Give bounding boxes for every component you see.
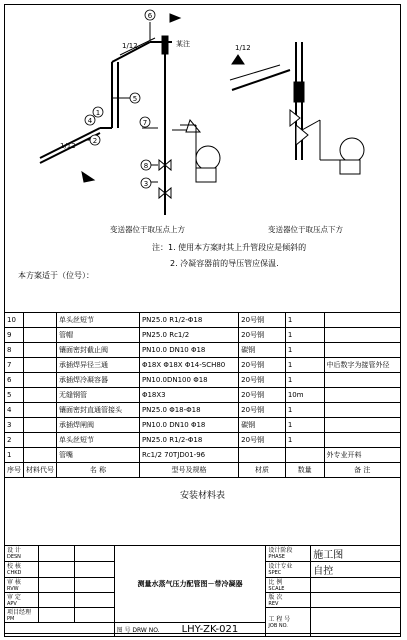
applies-to-label: 本方案适于（位号）：	[18, 271, 94, 280]
material-row-10-cell-5: 1	[285, 313, 324, 328]
material-row-10-cell-3: PN25.0 R1/2-Φ18	[139, 313, 238, 328]
material-row-9-cell-3: PN25.0 Rc1/2	[139, 328, 238, 343]
material-row-6-cell-5: 1	[285, 373, 324, 388]
material-table	[4, 312, 401, 478]
callout-3: 3	[143, 180, 149, 188]
material-row-8	[5, 343, 401, 358]
tb-scale-label: 比 例 SCALE	[266, 578, 311, 593]
material-row-2-cell-6	[324, 433, 400, 448]
tb-phase-label: 设计阶段 PHASE	[266, 546, 311, 562]
material-header-row-cell-0: 序号	[5, 463, 24, 478]
note-1: 注：1. 使用本方案时其上升管段应是倾斜的	[152, 243, 307, 252]
material-row-6-cell-6	[324, 373, 400, 388]
material-header-row-cell-4: 材质	[239, 463, 286, 478]
material-row-10-cell-0: 10	[5, 313, 24, 328]
material-header-row-cell-6: 备 注	[324, 463, 400, 478]
material-row-8-cell-5: 1	[285, 343, 324, 358]
material-row-7-cell-2: 承插焊异径三通	[57, 358, 140, 373]
tb-spec-value: 自控	[311, 562, 401, 578]
piping-diagram	[0, 0, 407, 260]
material-row-7-cell-4: 20号钢	[239, 358, 286, 373]
material-header-row-cell-3: 型号及规格	[139, 463, 238, 478]
material-row-1-cell-4	[239, 448, 286, 463]
material-row-2	[5, 433, 401, 448]
material-row-3-cell-5: 1	[285, 418, 324, 433]
material-row-6	[5, 373, 401, 388]
tb-checker-label: 校 核 CHKD	[5, 562, 39, 578]
material-row-5-cell-1	[24, 388, 57, 403]
material-row-7-cell-3: Φ18X Φ18X Φ14-SCH80	[139, 358, 238, 373]
slope-label-right: 1/12	[235, 44, 251, 52]
tb-phase-value: 施工图	[311, 546, 401, 562]
material-row-7-cell-0: 7	[5, 358, 24, 373]
drawing-title: 测量水蒸气压力配管图－带冷凝器	[114, 546, 266, 623]
material-row-3-cell-0: 3	[5, 418, 24, 433]
material-row-4-cell-6	[324, 403, 400, 418]
slope-label-left-low: 1/12	[60, 142, 76, 150]
material-row-6-cell-2: 承插焊冷凝容器	[57, 373, 140, 388]
material-row-10-cell-4: 20号钢	[239, 313, 286, 328]
material-row-2-cell-2: 单头丝短节	[57, 433, 140, 448]
callout-7: 7	[142, 119, 148, 127]
material-row-4-cell-2: 镶面密封直通管接头	[57, 403, 140, 418]
material-row-1-cell-2: 管嘴	[57, 448, 140, 463]
material-row-1-cell-0: 1	[5, 448, 24, 463]
material-row-10-cell-2: 单头丝短节	[57, 313, 140, 328]
note-2: 2. 冷凝容器前的导压管应保温.	[170, 259, 279, 268]
material-row-6-cell-4: 20号钢	[239, 373, 286, 388]
callout-2: 2	[92, 137, 98, 145]
label-transmitter-below: 变送器位于取压点下方	[268, 225, 343, 234]
tb-drwno-value: LHY-ZK-021	[181, 624, 239, 635]
material-row-5-cell-2: 无缝钢管	[57, 388, 140, 403]
material-row-8-cell-6	[324, 343, 400, 358]
callout-4: 4	[87, 117, 93, 125]
material-row-3	[5, 418, 401, 433]
material-row-5-cell-4: 20号钢	[239, 388, 286, 403]
material-row-4-cell-1	[24, 403, 57, 418]
material-row-5-cell-6	[324, 388, 400, 403]
callout-1: 1	[95, 109, 101, 117]
material-row-10-cell-1	[24, 313, 57, 328]
label-transmitter-above: 变送器位于取压点上方	[110, 225, 185, 234]
material-row-8-cell-1	[24, 343, 57, 358]
tb-spec-label: 设计专业 SPEC	[266, 562, 311, 578]
material-row-7-cell-1	[24, 358, 57, 373]
material-row-6-cell-1	[24, 373, 57, 388]
material-row-5-cell-5: 10m	[285, 388, 324, 403]
material-row-2-cell-0: 2	[5, 433, 24, 448]
callout-5: 5	[132, 95, 138, 103]
material-row-6-cell-0: 6	[5, 373, 24, 388]
material-row-9-cell-1	[24, 328, 57, 343]
material-row-2-cell-1	[24, 433, 57, 448]
tb-reviewer-label: 审 核 RVW	[5, 578, 39, 593]
material-row-4-cell-0: 4	[5, 403, 24, 418]
material-row-7-cell-5: 1	[285, 358, 324, 373]
title-block	[4, 545, 401, 637]
material-row-8-cell-2: 镶面密封截止阀	[57, 343, 140, 358]
material-table-title: 安装材料表	[179, 491, 225, 501]
material-row-2-cell-4: 20号钢	[239, 433, 286, 448]
callout-6: 6	[147, 12, 153, 20]
material-row-10	[5, 313, 401, 328]
tb-pm-label: 项目经理 PM	[5, 608, 39, 623]
material-row-4	[5, 403, 401, 418]
material-row-5-cell-3: Φ18X3	[139, 388, 238, 403]
slope-label-left: 1/12	[122, 42, 138, 50]
material-row-4-cell-3: PN25.0 Φ18-Φ18	[139, 403, 238, 418]
material-row-8-cell-0: 8	[5, 343, 24, 358]
material-row-3-cell-6	[324, 418, 400, 433]
material-row-1-cell-5	[285, 448, 324, 463]
material-row-9-cell-6	[324, 328, 400, 343]
material-row-7-cell-6: 中后数字为接管外径	[324, 358, 400, 373]
material-row-9-cell-2: 管帽	[57, 328, 140, 343]
material-row-10-cell-6	[324, 313, 400, 328]
material-row-6-cell-3: PN10.0DN100 Φ18	[139, 373, 238, 388]
material-row-2-cell-5: 1	[285, 433, 324, 448]
tb-designer-label: 设 计 DESN	[5, 546, 39, 562]
extra-note: 某注	[176, 40, 190, 48]
material-row-8-cell-3: PN10.0 DN10 Φ18	[139, 343, 238, 358]
material-row-1-cell-6: 外专业开料	[324, 448, 400, 463]
material-header-row-cell-5: 数量	[285, 463, 324, 478]
material-row-5	[5, 388, 401, 403]
material-row-7	[5, 358, 401, 373]
tb-rev-label: 版 次 REV	[266, 593, 311, 608]
material-row-1	[5, 448, 401, 463]
material-header-row-cell-2: 名 称	[57, 463, 140, 478]
callout-8: 8	[143, 162, 149, 170]
material-row-9-cell-5: 1	[285, 328, 324, 343]
tb-jobno-label: 工 程 号 JOB NO.	[266, 608, 311, 637]
material-row-9	[5, 328, 401, 343]
material-row-9-cell-4: 20号钢	[239, 328, 286, 343]
material-row-1-cell-3: Rc1/2 70TJD01-96	[139, 448, 238, 463]
material-header-row	[5, 463, 401, 478]
material-row-3-cell-4: 碳钢	[239, 418, 286, 433]
material-row-4-cell-4: 20号钢	[239, 403, 286, 418]
tb-approver-label: 审 定 APV	[5, 593, 39, 608]
material-row-3-cell-3: PN10.0 DN10 Φ18	[139, 418, 238, 433]
material-row-5-cell-0: 5	[5, 388, 24, 403]
material-row-8-cell-4: 碳钢	[239, 343, 286, 358]
material-row-3-cell-1	[24, 418, 57, 433]
material-row-4-cell-5: 1	[285, 403, 324, 418]
material-row-1-cell-1	[24, 448, 57, 463]
tb-drwno-label: 图 号 DRW NO.	[116, 627, 160, 634]
material-header-row-cell-1: 材料代号	[24, 463, 57, 478]
material-row-2-cell-3: PN25.0 R1/2-Φ18	[139, 433, 238, 448]
material-row-9-cell-0: 9	[5, 328, 24, 343]
material-row-3-cell-2: 承插焊闸阀	[57, 418, 140, 433]
